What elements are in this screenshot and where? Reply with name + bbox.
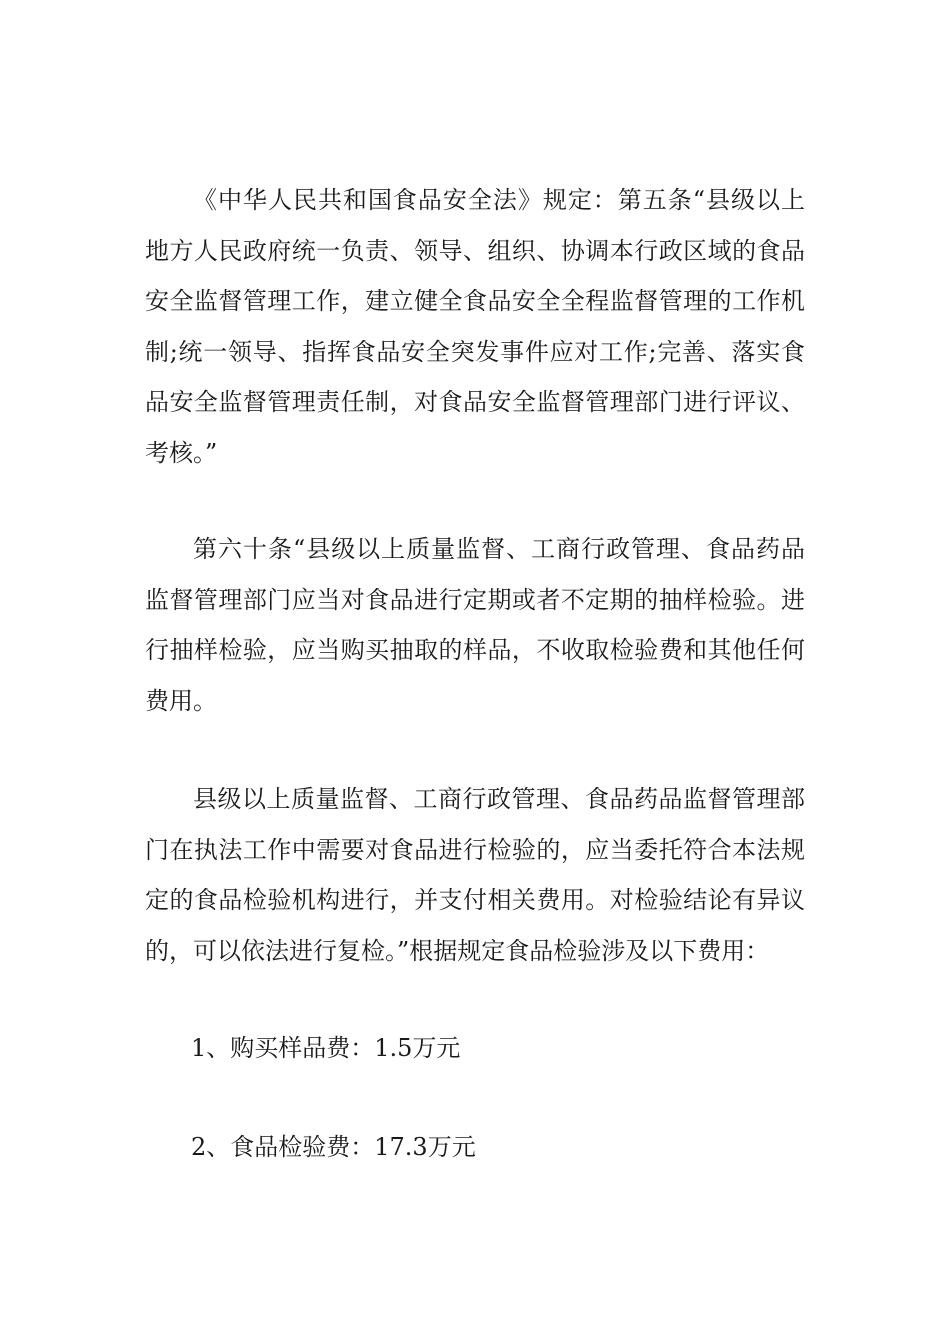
paragraph-article-60: 第六十条“县级以上质量监督、工商行政管理、食品药品监督管理部门应当对食品进行定期或者不定期的抽样检验。进行抽样检验，应当购买抽取的样品，不收取检验费和其他任何费用。 [145,535,805,715]
paragraph-inspection-fees: 县级以上质量监督、工商行政管理、食品药品监督管理部门在执法工作中需要对食品进行检验的，应当委托符合本法规定的食品检验机构进行，并支付相关费用。对检验结论有异议的，可以依法进行复检。”根据规定食品检验涉及以下费用： [145,785,805,965]
list-item-inspection-fee: 2、食品检验费：17.3万元 [191,1133,476,1161]
list-item-sample-purchase-fee: 1、购买样品费：1.5万元 [191,1034,461,1062]
paragraph-food-safety-law-article-5: 《中华人民共和国食品安全法》规定：第五条“县级以上地方人民政府统一负责、领导、组织、协调本行政区域的食品安全监督管理工作，建立健全食品安全全程监督管理的工作机制;统一领导、指挥食品安全突发事件应对工作;完善、落实食品安全监督管理责任制，对食品安全监督管理部门进行评议、考核。” [145,186,805,467]
